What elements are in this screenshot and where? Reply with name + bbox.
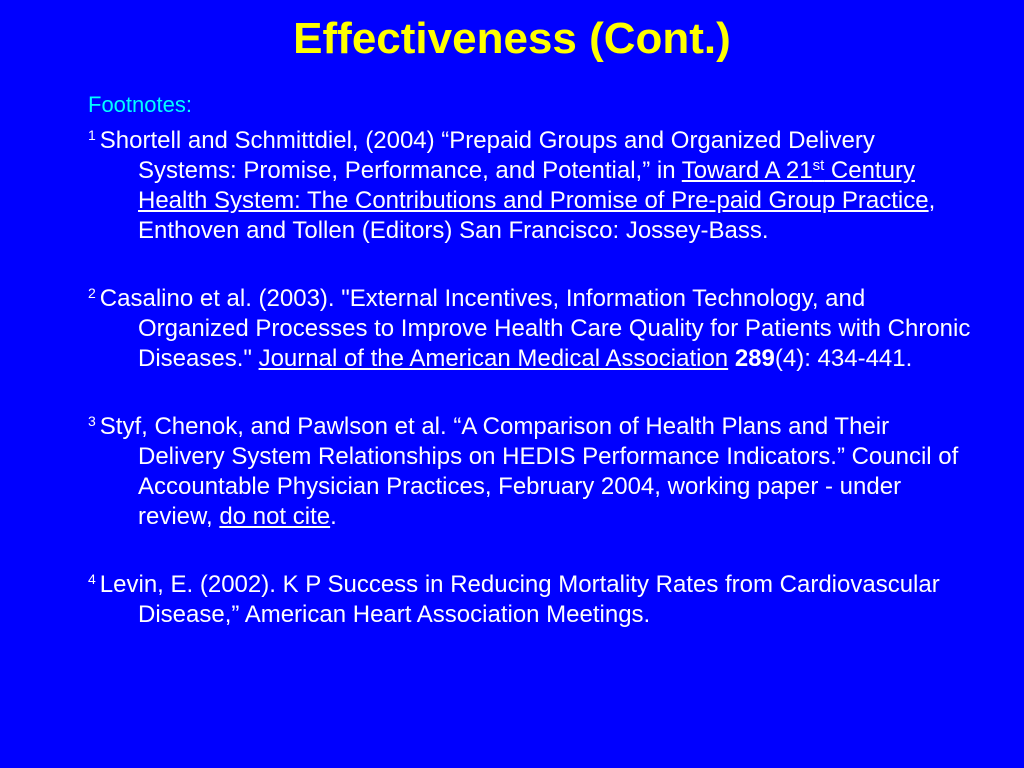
footnote-text: Casalino et al. (2003). "External Incentives, Information Technology, and Organized Processes to Improve Health Care Quality for Patients with Chronic Diseases.": [99, 285, 971, 372]
do-not-cite-link[interactable]: do not cite: [219, 503, 331, 530]
slide-title: Effectiveness (Cont.): [293, 14, 731, 63]
footnote-number: 3: [88, 413, 96, 429]
footnote-number: 2: [88, 285, 96, 301]
footnote-text: Styf, Chenok, and Pawlson et al. “A Comparison of Health Plans and Their Delivery System Relationships on HEDIS Performance Indicators.” Council of Accountable Physician Practices, February 2004, working paper - under review,: [99, 413, 959, 530]
footnote-3: [88, 412, 978, 532]
footnote-text-end: (4): 434-441.: [774, 345, 913, 372]
footnotes-section: [88, 90, 978, 630]
footnote-4: [88, 570, 978, 630]
journal-volume: 289: [734, 345, 775, 372]
footnote-text: Shortell and Schmittdiel, (2004) “Prepaid Groups and Organized Delivery Systems: Promise, Performance, and Potential,” in: [99, 127, 875, 184]
footnote-text: Levin, E. (2002). K P Success in Reducing Mortality Rates from Cardiovascular Disease,” American Heart Association Meetings.: [99, 571, 940, 628]
footnote-number: 4: [88, 571, 96, 587]
journal-title-link[interactable]: Journal of the American Medical Association: [258, 345, 729, 372]
footnotes-heading: Footnotes:: [88, 92, 192, 117]
footnote-2: [88, 284, 978, 374]
footnote-number: 1: [88, 127, 96, 143]
footnote-1: [88, 126, 978, 246]
footnote-text-end: .: [330, 503, 337, 530]
footnote-text-end: , Enthoven and Tollen (Editors) San Francisco: Jossey-Bass.: [138, 187, 936, 244]
book-title-link[interactable]: Toward A 21st Century Health System: The Contributions and Promise of Pre-paid Group Practice: [138, 157, 929, 214]
